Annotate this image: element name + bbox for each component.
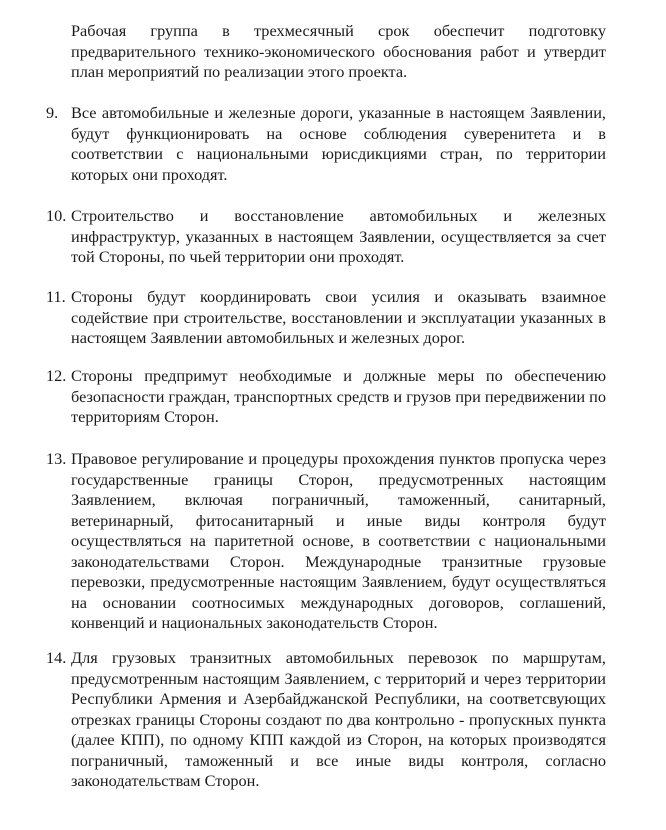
item-number: 11. bbox=[46, 287, 66, 306]
numbered-item-13 bbox=[46, 449, 606, 634]
item-number: 13. bbox=[46, 449, 67, 468]
item-text: Правовое регулирование и процедуры прохождения пунктов пропуска через государственные границы Сторон, предусмотренных настоящим Заявлением, включая пограничный, таможенный, санитарный, ветеринарный, фитосанитарный и иные виды контроля будут осуществляться на паритетной основе, в соответствии с национальными законодательствами Сторон. Международные транзитные грузовые перевозки, предусмотренные настоящим Заявлением, будут осуществляться на основании соотносимых международных договоров, соглашений, конвенций и национальных законодательств Сторон. bbox=[71, 449, 606, 632]
item-text: Все автомобильные и железные дороги, указанные в настоящем Заявлении, будут функционировать на основе соблюдения суверенитета и в соответствии с национальными юрисдикциями стран, по территории которых они проходят. bbox=[71, 103, 606, 184]
numbered-item-12 bbox=[46, 366, 606, 428]
item-text: Строительство и восстановление автомобильных и железных инфраструктур, указанных в настоящем Заявлении, осуществляется за счет той Стороны, по чьей территории они проходят. bbox=[71, 206, 606, 266]
numbered-item-10 bbox=[46, 206, 606, 268]
paragraph-text: Рабочая группа в трехмесячный срок обеспечит подготовку предварительного технико-экономического обоснования работ и утвердит план мероприятий по реализации этого проекта. bbox=[71, 21, 606, 81]
item-number: 12. bbox=[46, 366, 67, 385]
item-number: 14. bbox=[46, 648, 67, 667]
numbered-item-9 bbox=[46, 103, 606, 185]
numbered-item-11 bbox=[46, 287, 606, 349]
item-text: Для грузовых транзитных автомобильных перевозок по маршрутам, предусмотренным настоящим Заявлением, с территорий и через территории Республики Армения и Азербайджанской Республики, на соответсвующих отрезках границы Стороны создают по два контрольно - пропускных пункта (далее КПП), по одному КПП каждой из Сторон, на которых производятся пограничный, таможенный и все иные виды контроля, согласно законодательствам Сторон. bbox=[71, 648, 606, 790]
continuation-paragraph bbox=[46, 21, 606, 83]
item-number: 10. bbox=[46, 206, 67, 225]
numbered-item-14 bbox=[46, 648, 606, 792]
item-number: 9. bbox=[46, 103, 59, 122]
item-text: Стороны будут координировать свои усилия и оказывать взаимное содействие при строительстве, восстановлении и эксплуатации указанных в настоящем Заявлении автомобильных и железных дорог. bbox=[71, 287, 606, 347]
item-text: Стороны предпримут необходимые и должные меры по обеспечению безопасности граждан, транспортных средств и грузов при передвижении по территориям Сторон. bbox=[71, 366, 606, 426]
